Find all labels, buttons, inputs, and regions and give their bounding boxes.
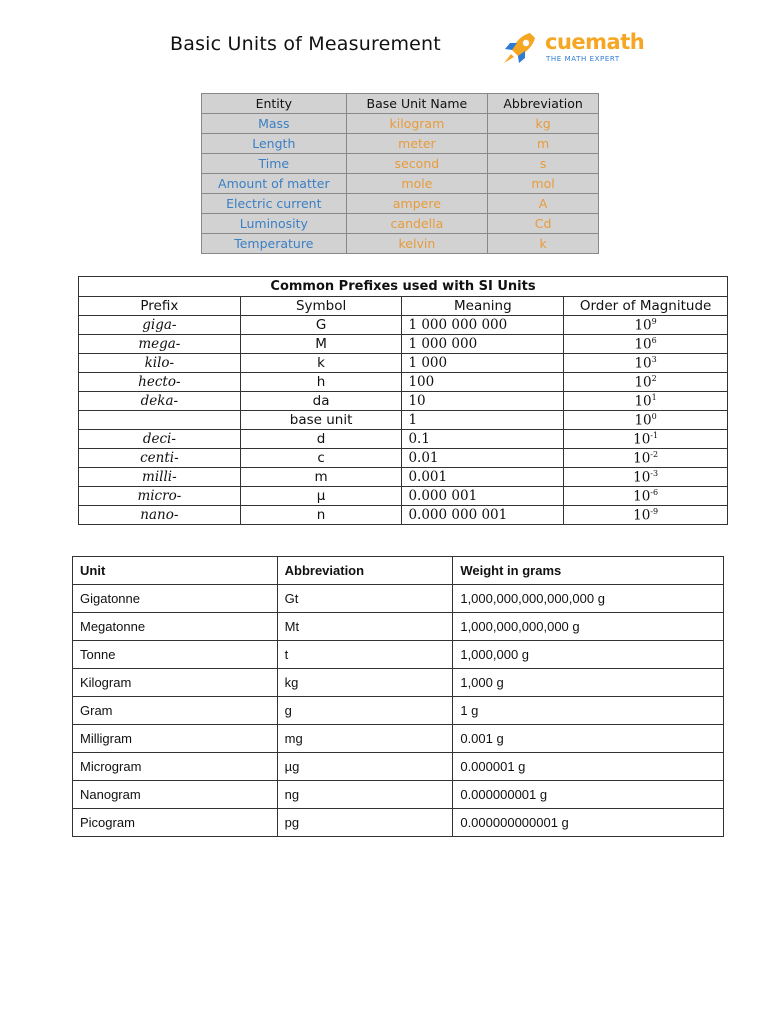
table-row — [79, 373, 728, 392]
magnitude-exponent: -6 — [650, 487, 659, 497]
magnitude-cell — [564, 335, 728, 354]
unit-cell: Gram — [73, 697, 278, 725]
unit-cell: Tonne — [73, 641, 278, 669]
prefix-cell: mega- — [79, 335, 241, 354]
magnitude-base: 10 — [634, 393, 652, 410]
grams-cell: 1,000,000,000,000 g — [453, 613, 724, 641]
table-row — [73, 781, 724, 809]
table-row — [202, 134, 599, 154]
abbreviation-cell: g — [277, 697, 453, 725]
abbreviation-cell: µg — [277, 753, 453, 781]
abbreviation-cell: Mt — [277, 613, 453, 641]
column-header: Order of Magnitude — [564, 297, 728, 316]
magnitude-exponent: 3 — [651, 354, 657, 364]
grams-cell: 0.000000001 g — [453, 781, 724, 809]
symbol-cell: c — [240, 449, 402, 468]
magnitude-cell — [564, 468, 728, 487]
prefix-cell: deci- — [79, 430, 241, 449]
prefix-cell: deka- — [79, 392, 241, 411]
table-row — [79, 430, 728, 449]
symbol-cell: μ — [240, 487, 402, 506]
table-row — [202, 194, 599, 214]
unit-cell: kelvin — [346, 234, 488, 254]
table-row — [202, 174, 599, 194]
abbreviation-cell: A — [488, 194, 599, 214]
entity-cell: Mass — [202, 114, 347, 134]
magnitude-base: 10 — [634, 412, 652, 429]
table-row — [73, 725, 724, 753]
table-row — [79, 506, 728, 525]
abbreviation-cell: Gt — [277, 585, 453, 613]
magnitude-exponent: -3 — [650, 468, 659, 478]
base-units-table — [201, 93, 599, 254]
table-row — [73, 641, 724, 669]
magnitude-base: 10 — [634, 336, 652, 353]
page-title: Basic Units of Measurement — [170, 33, 441, 55]
magnitude-cell — [564, 430, 728, 449]
magnitude-cell — [564, 354, 728, 373]
abbreviation-cell: s — [488, 154, 599, 174]
magnitude-exponent: -2 — [650, 449, 659, 459]
unit-cell: Milligram — [73, 725, 278, 753]
unit-cell: second — [346, 154, 488, 174]
magnitude-exponent: 9 — [651, 316, 657, 326]
cuemath-logo — [500, 28, 645, 70]
column-header: Abbreviation — [488, 94, 599, 114]
abbreviation-cell: pg — [277, 809, 453, 837]
prefix-cell: kilo- — [79, 354, 241, 373]
column-header: Entity — [202, 94, 347, 114]
logo-tagline: THE MATH EXPERT — [546, 55, 620, 63]
table-row — [79, 468, 728, 487]
prefix-cell: micro- — [79, 487, 241, 506]
magnitude-cell — [564, 316, 728, 335]
meaning-cell: 0.01 — [402, 449, 564, 468]
magnitude-base: 10 — [633, 469, 651, 486]
meaning-cell: 1 — [402, 411, 564, 430]
column-header: Weight in grams — [453, 557, 724, 585]
column-header: Meaning — [402, 297, 564, 316]
abbreviation-cell: k — [488, 234, 599, 254]
symbol-cell: n — [240, 506, 402, 525]
entity-cell: Length — [202, 134, 347, 154]
entity-cell: Amount of matter — [202, 174, 347, 194]
si-prefixes-table — [78, 276, 728, 525]
grams-cell: 1,000,000 g — [453, 641, 724, 669]
symbol-cell: k — [240, 354, 402, 373]
entity-cell: Luminosity — [202, 214, 347, 234]
magnitude-exponent: 0 — [651, 411, 657, 421]
magnitude-cell — [564, 487, 728, 506]
abbreviation-cell: m — [488, 134, 599, 154]
unit-cell: Gigatonne — [73, 585, 278, 613]
column-header: Base Unit Name — [346, 94, 488, 114]
table-row — [73, 697, 724, 725]
abbreviation-cell: kg — [488, 114, 599, 134]
unit-cell: candella — [346, 214, 488, 234]
abbreviation-cell: mg — [277, 725, 453, 753]
unit-cell: meter — [346, 134, 488, 154]
prefix-cell — [79, 411, 241, 430]
unit-cell: Megatonne — [73, 613, 278, 641]
symbol-cell: m — [240, 468, 402, 487]
prefix-cell: hecto- — [79, 373, 241, 392]
meaning-cell: 0.1 — [402, 430, 564, 449]
magnitude-base: 10 — [633, 450, 651, 467]
prefix-cell: giga- — [79, 316, 241, 335]
table-row — [79, 316, 728, 335]
magnitude-exponent: -9 — [650, 506, 659, 516]
table-caption-row — [79, 277, 728, 297]
grams-cell: 1,000 g — [453, 669, 724, 697]
symbol-cell: da — [240, 392, 402, 411]
column-header: Abbreviation — [277, 557, 453, 585]
grams-cell: 0.000000000001 g — [453, 809, 724, 837]
table-row — [73, 669, 724, 697]
table-row — [73, 585, 724, 613]
table-header-row — [79, 297, 728, 316]
magnitude-base: 10 — [634, 317, 652, 334]
unit-cell: kilogram — [346, 114, 488, 134]
weight-units-table — [72, 556, 724, 837]
table-header-row — [73, 557, 724, 585]
table-row — [79, 392, 728, 411]
magnitude-exponent: 1 — [651, 392, 657, 402]
table-row — [79, 449, 728, 468]
grams-cell: 0.001 g — [453, 725, 724, 753]
meaning-cell: 0.000 001 — [402, 487, 564, 506]
meaning-cell: 0.001 — [402, 468, 564, 487]
magnitude-exponent: -1 — [650, 430, 659, 440]
symbol-cell: base unit — [240, 411, 402, 430]
prefix-cell: milli- — [79, 468, 241, 487]
unit-cell: Kilogram — [73, 669, 278, 697]
column-header: Unit — [73, 557, 278, 585]
grams-cell: 1,000,000,000,000,000 g — [453, 585, 724, 613]
prefix-cell: nano- — [79, 506, 241, 525]
magnitude-cell — [564, 373, 728, 392]
entity-cell: Time — [202, 154, 347, 174]
unit-cell: ampere — [346, 194, 488, 214]
magnitude-cell — [564, 411, 728, 430]
table-row — [73, 809, 724, 837]
rocket-icon — [500, 30, 540, 68]
table-caption: Common Prefixes used with SI Units — [79, 277, 728, 297]
meaning-cell: 100 — [402, 373, 564, 392]
magnitude-cell — [564, 392, 728, 411]
table-row — [202, 214, 599, 234]
meaning-cell: 0.000 000 001 — [402, 506, 564, 525]
abbreviation-cell: mol — [488, 174, 599, 194]
table-row — [202, 114, 599, 134]
meaning-cell: 1 000 — [402, 354, 564, 373]
prefix-cell: centi- — [79, 449, 241, 468]
symbol-cell: h — [240, 373, 402, 392]
magnitude-base: 10 — [633, 507, 651, 524]
magnitude-base: 10 — [633, 488, 651, 505]
symbol-cell: d — [240, 430, 402, 449]
logo-wordmark: cuemath — [545, 30, 645, 54]
table-row — [202, 154, 599, 174]
magnitude-exponent: 2 — [651, 373, 657, 383]
table-row — [79, 354, 728, 373]
meaning-cell: 1 000 000 000 — [402, 316, 564, 335]
meaning-cell: 10 — [402, 392, 564, 411]
table-row — [79, 411, 728, 430]
grams-cell: 1 g — [453, 697, 724, 725]
entity-cell: Temperature — [202, 234, 347, 254]
table-row — [79, 335, 728, 354]
magnitude-cell — [564, 449, 728, 468]
entity-cell: Electric current — [202, 194, 347, 214]
unit-cell: Nanogram — [73, 781, 278, 809]
column-header: Symbol — [240, 297, 402, 316]
magnitude-base: 10 — [634, 355, 652, 372]
magnitude-base: 10 — [633, 431, 651, 448]
column-header: Prefix — [79, 297, 241, 316]
symbol-cell: G — [240, 316, 402, 335]
magnitude-base: 10 — [634, 374, 652, 391]
abbreviation-cell: t — [277, 641, 453, 669]
abbreviation-cell: ng — [277, 781, 453, 809]
table-row — [79, 487, 728, 506]
table-row — [73, 753, 724, 781]
grams-cell: 0.000001 g — [453, 753, 724, 781]
unit-cell: Microgram — [73, 753, 278, 781]
abbreviation-cell: kg — [277, 669, 453, 697]
magnitude-cell — [564, 506, 728, 525]
abbreviation-cell: Cd — [488, 214, 599, 234]
symbol-cell: M — [240, 335, 402, 354]
meaning-cell: 1 000 000 — [402, 335, 564, 354]
table-row — [202, 234, 599, 254]
unit-cell: mole — [346, 174, 488, 194]
magnitude-exponent: 6 — [651, 335, 657, 345]
table-header-row — [202, 94, 599, 114]
table-row — [73, 613, 724, 641]
unit-cell: Picogram — [73, 809, 278, 837]
